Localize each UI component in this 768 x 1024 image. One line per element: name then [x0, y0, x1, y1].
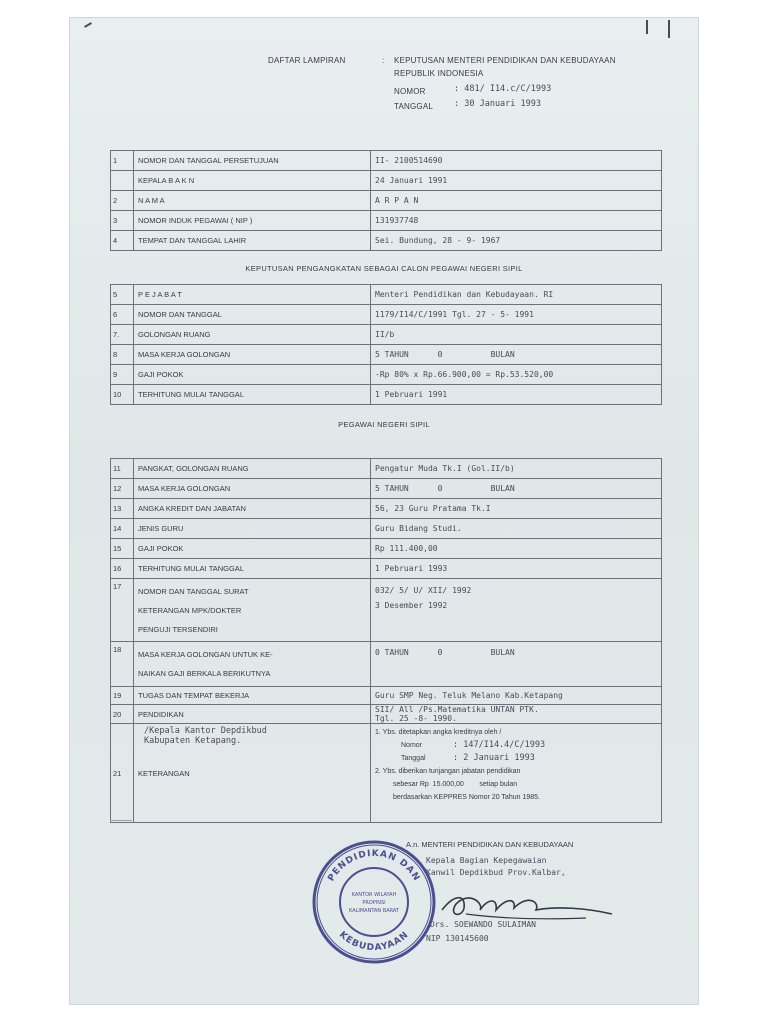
table-row — [111, 231, 662, 251]
row-number: 8 — [111, 345, 134, 365]
row17-label-line3: PENGUJI TERSENDIRI — [138, 625, 218, 634]
ink-mark — [668, 20, 670, 38]
row-number: 5 — [111, 285, 134, 305]
row-value: 24 Januari 1991 — [371, 171, 662, 191]
personal-data-table — [110, 150, 662, 251]
row-label: GOLONGAN RUANG — [134, 325, 371, 345]
keterangan-item-2-amount: sebesar Rp 15.000,00 setiap bulan — [393, 781, 518, 788]
row-number: 15 — [111, 539, 134, 559]
row-value: Menteri Pendidikan dan Kebudayaan. RI — [371, 285, 662, 305]
table-row — [111, 519, 662, 539]
row-value — [371, 705, 662, 724]
row20-value-line2: Tgl. 25 -8- 1990. — [375, 714, 457, 723]
row-label: MASA KERJA GOLONGAN — [134, 479, 371, 499]
table-row — [111, 642, 662, 687]
stamp-ring-top: PENDIDIKAN DAN — [326, 848, 422, 884]
header-colon: : — [382, 56, 385, 65]
row-value: 5 TAHUN 0 BULAN — [371, 345, 662, 365]
row18-label-line2: NAIKAN GAJI BERKALA BERIKUTNYA — [138, 669, 271, 678]
row-label — [134, 642, 371, 687]
ink-mark — [110, 820, 132, 821]
row-number: 1 — [111, 151, 134, 171]
row-label: GAJI POKOK — [134, 365, 371, 385]
pns-table — [110, 458, 662, 823]
row17-value-line1: 032/ 5/ U/ XII/ 1992 — [375, 586, 472, 595]
row-label: NOMOR DAN TANGGAL — [134, 305, 371, 325]
row-number: 12 — [111, 479, 134, 499]
tanggal-label: TANGGAL — [394, 102, 434, 111]
signature-position-1: Kepala Bagian Kepegawaian — [426, 856, 547, 865]
table-row — [111, 211, 662, 231]
row-number: 9 — [111, 365, 134, 385]
document-page — [70, 18, 698, 1004]
row-label — [134, 724, 371, 823]
table-row — [111, 385, 662, 405]
cpns-table — [110, 284, 662, 405]
row-number: 14 — [111, 519, 134, 539]
nomor-value: : 481/ I14.c/C/1993 — [454, 84, 552, 94]
row-label: NOMOR DAN TANGGAL PERSETUJUAN — [134, 151, 371, 171]
stamp-ring-bottom: KEBUDAYAAN — [336, 929, 412, 954]
row-number: 4 — [111, 231, 134, 251]
row-number: 6 — [111, 305, 134, 325]
keterangan-left-line1: /Kepala Kantor Depdikbud — [144, 726, 267, 736]
row-number: 18 — [111, 642, 134, 687]
row-value: Rp 111.400,00 — [371, 539, 662, 559]
row-number: 21 — [111, 724, 134, 823]
row20-value-line1: SII/ All /Ps.Matematika UNTAN PTK. — [375, 705, 539, 714]
table-row — [111, 459, 662, 479]
keterangan-left-note — [144, 726, 267, 746]
section-title-cpns: KEPUTUSAN PENGANGKATAN SEBAGAI CALON PEGAWAI NEGERI SIPIL — [245, 264, 523, 273]
stamp-inner-2: PROPINSI — [362, 900, 386, 906]
row-number: 11 — [111, 459, 134, 479]
row-value: 131937748 — [371, 211, 662, 231]
nomor-label: NOMOR — [394, 87, 426, 96]
keterangan-value — [371, 724, 662, 823]
svg-text:PENDIDIKAN DAN — [326, 849, 421, 883]
row-number: 17 — [111, 579, 134, 642]
row-label: GAJI POKOK — [134, 539, 371, 559]
row17-label-line1: NOMOR DAN TANGGAL SURAT — [138, 587, 249, 596]
table-row — [111, 705, 662, 724]
keterangan-item-2: 2. Ybs. diberikan tunjangan jabatan pendidikan — [375, 768, 521, 775]
row-label: ANGKA KREDIT DAN JABATAN — [134, 499, 371, 519]
signature-an: A.n. MENTERI PENDIDIKAN DAN KEBUDAYAAN — [406, 840, 574, 849]
keterangan-label: KETERANGAN — [138, 768, 190, 778]
row-number: 16 — [111, 559, 134, 579]
ink-mark — [646, 20, 648, 34]
table-row — [111, 151, 662, 171]
row-label: NOMOR INDUK PEGAWAI ( NIP ) — [134, 211, 371, 231]
row-label: TERHITUNG MULAI TANGGAL — [134, 385, 371, 405]
nomor-sub-label: Nomor — [401, 742, 423, 749]
signatory-name: Drs. SOEWANDO SULAIMAN — [430, 920, 536, 929]
row-value — [371, 579, 662, 642]
row-label — [134, 579, 371, 642]
row-label: PANGKAT, GOLONGAN RUANG — [134, 459, 371, 479]
row-value: Sei. Bundung, 28 - 9- 1967 — [371, 231, 662, 251]
section-title-pns: PEGAWAI NEGERI SIPIL — [338, 420, 430, 429]
table-row — [111, 285, 662, 305]
row-label: P E J A B A T — [134, 285, 371, 305]
row-value: 1 Pebruari 1993 — [371, 559, 662, 579]
stamp-inner-3: KALIMANTAN BARAT — [349, 908, 399, 914]
signatory-nip: NIP 130145600 — [426, 934, 489, 943]
row-value: 56, 23 Guru Pratama Tk.I — [371, 499, 662, 519]
table-row — [111, 559, 662, 579]
row-label: TEMPAT DAN TANGGAL LAHIR — [134, 231, 371, 251]
row-label: KEPALA B A K N — [134, 171, 371, 191]
row18-label-line1: MASA KERJA GOLONGAN UNTUK KE- — [138, 650, 273, 659]
row-value: 0 TAHUN 0 BULAN — [371, 642, 662, 687]
row-value: Guru Bidang Studi. — [371, 519, 662, 539]
table-row — [111, 499, 662, 519]
row-label: MASA KERJA GOLONGAN — [134, 345, 371, 365]
row-number: 7. — [111, 325, 134, 345]
row-value: II- 2100514690 — [371, 151, 662, 171]
table-row — [111, 724, 662, 823]
row-value: 1 Pebruari 1991 — [371, 385, 662, 405]
svg-text:KEBUDAYAAN — [337, 930, 411, 953]
row-label: JENIS GURU — [134, 519, 371, 539]
row17-value-line2: 3 Desember 1992 — [375, 601, 448, 610]
keterangan-item-1: 1. Ybs. ditetapkan angka kreditnya oleh / — [375, 729, 502, 736]
table-row — [111, 325, 662, 345]
table-row — [111, 579, 662, 642]
table-row — [111, 539, 662, 559]
table-row — [111, 365, 662, 385]
row-value: Pengatur Muda Tk.I (Gol.II/b) — [371, 459, 662, 479]
row-value: II/b — [371, 325, 662, 345]
table-row — [111, 687, 662, 705]
table-row — [111, 191, 662, 211]
daftar-lampiran-label: DAFTAR LAMPIRAN — [268, 56, 346, 65]
row-number: 2 — [111, 191, 134, 211]
keterangan-left-line2: Kabupaten Ketapang. — [144, 736, 242, 746]
tanggal-sub-label: Tanggal — [401, 755, 426, 762]
keterangan-item-1-nomor — [375, 739, 657, 752]
official-stamp — [308, 836, 440, 968]
ink-mark — [84, 22, 92, 28]
table-row — [111, 171, 662, 191]
row-number: 13 — [111, 499, 134, 519]
table-row — [111, 345, 662, 365]
header-title-1: KEPUTUSAN MENTERI PENDIDIKAN DAN KEBUDAYAAN — [394, 56, 616, 65]
tanggal-value: : 30 Januari 1993 — [454, 99, 541, 109]
row-value: A R P A N — [371, 191, 662, 211]
nomor-sub-value: : 147/I14.4/C/1993 — [453, 740, 546, 750]
table-row — [111, 479, 662, 499]
stamp-inner-1: KANTOR WILAYAH — [351, 892, 397, 898]
row-number — [111, 171, 134, 191]
row-number: 19 — [111, 687, 134, 705]
header-title-2: REPUBLIK INDONESIA — [394, 69, 484, 78]
row-label: N A M A — [134, 191, 371, 211]
row-number: 3 — [111, 211, 134, 231]
row-value: 1179/I14/C/1991 Tgl. 27 - 5- 1991 — [371, 305, 662, 325]
row-value: -Rp 80% x Rp.66.900,00 = Rp.53.520,00 — [371, 365, 662, 385]
signature-position-2: Kanwil Depdikbud Prov.Kalbar, — [426, 868, 566, 877]
row-number: 20 — [111, 705, 134, 724]
keterangan-item-2-basis: berdasarkan KEPPRES Nomor 20 Tahun 1985. — [393, 794, 540, 801]
row-value: Guru SMP Neg. Teluk Melano Kab.Ketapang — [371, 687, 662, 705]
tanggal-sub-value: : 2 Januari 1993 — [453, 753, 535, 763]
table-row — [111, 305, 662, 325]
row17-label-line2: KETERANGAN MPK/DOKTER — [138, 606, 242, 615]
keterangan-item-1-tanggal — [375, 752, 657, 765]
row-value: 5 TAHUN 0 BULAN — [371, 479, 662, 499]
row-label: TUGAS DAN TEMPAT BEKERJA — [134, 687, 371, 705]
row-label: PENDIDIKAN — [134, 705, 371, 724]
row-label: TERHITUNG MULAI TANGGAL — [134, 559, 371, 579]
row-number: 10 — [111, 385, 134, 405]
